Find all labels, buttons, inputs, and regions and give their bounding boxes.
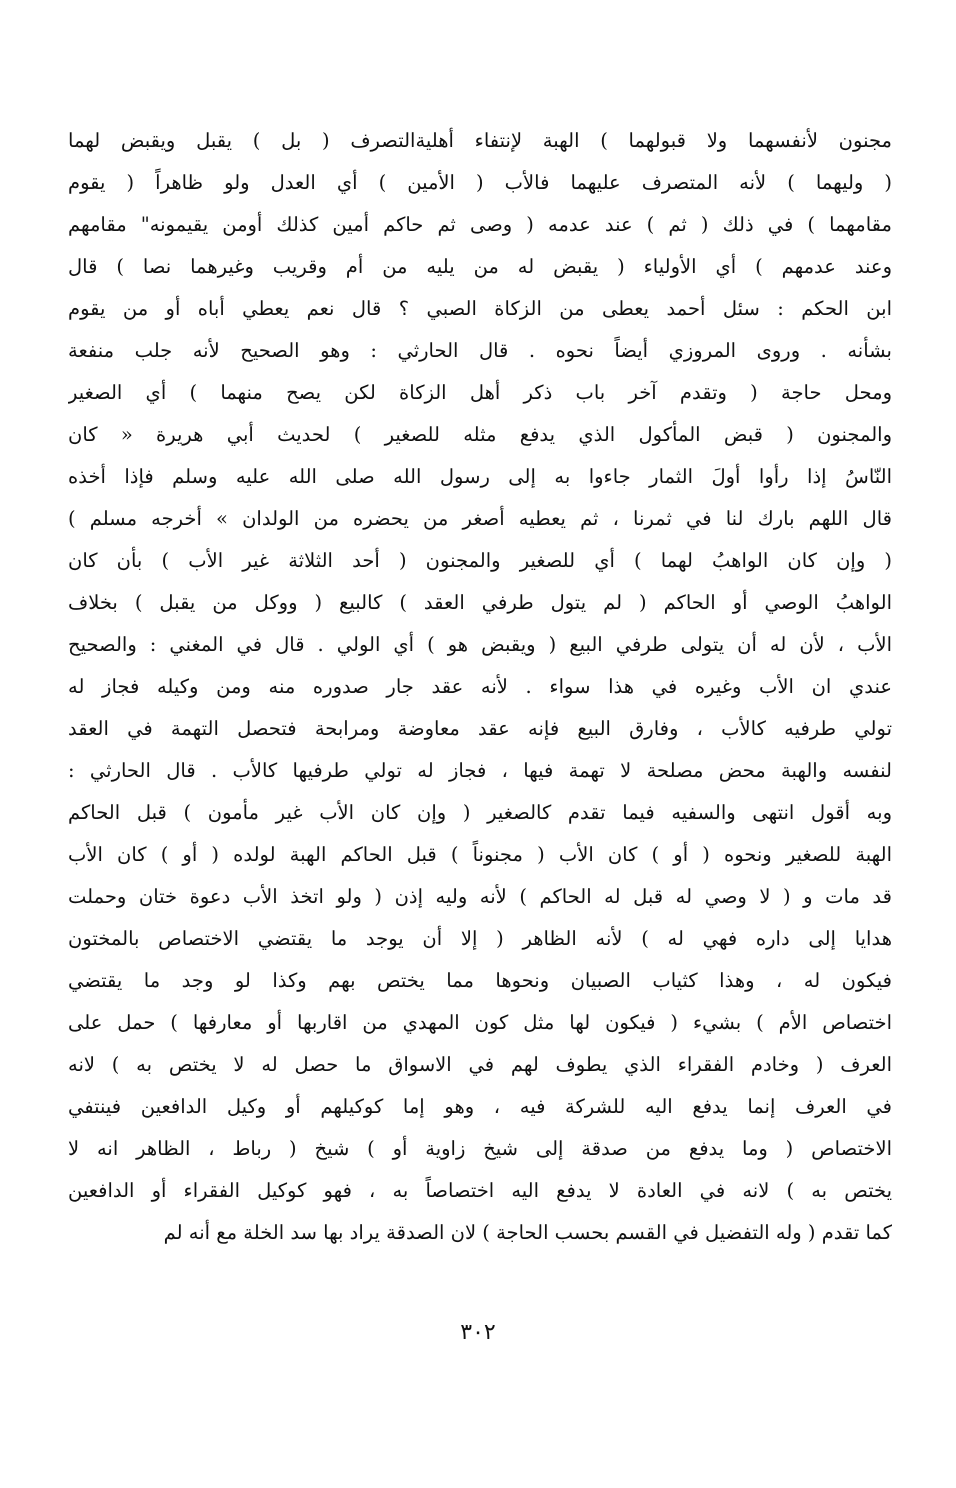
text-line: تولي طرفيه كالأب ، وفارق البيع فإنه عقد معاوضة ومرابحة فتحصل التهمة في العقد — [68, 717, 892, 740]
text-line: كما تقدم ( وله التفضيل في القسم بحسب الحاجة ) لان الصدقة يراد بها سد الخلة مع أنه لم — [163, 1221, 892, 1244]
text-line: النّاسُ إذا رأوا أولَ الثمار جاءوا به إلى رسول الله صلى الله عليه وسلم فإذا أخذه — [68, 465, 892, 488]
text-line: مقامهما ) في ذلك ( ثم ) عند عدمه ( وصى ثم حاكم أمين كذلك أومن يقيمونه" مقامهم — [68, 213, 892, 236]
text-line: وعند عدمهم ) أي الأولياء ( يقبض له من يليه من أم وقريب وغيرهما نصا ) قال — [68, 255, 892, 278]
text-line: ( وإن كان الواهبُ لهما ) أي للصغير والمجنون ( أحد الثلاثة غير الأب ) بأن كان — [68, 549, 892, 572]
page-number: ٣٠٢ — [460, 1320, 496, 1345]
text-line: اختصاص الأم ) بشيء ( فيكون لها مثل كون المهدي من اقاربها أو معارفها ) حمل على — [68, 1011, 892, 1034]
text-line: فيكون له ، وهذا كثياب الصبيان ونحوها مما يختص بهم وكذا لو وجد ما يقتضي — [68, 969, 892, 992]
text-line: الاختصاص ( وما يدفع من صدقة إلى شيخ زاوية أو ) شيخ ( رباط ، الظاهر انه لا — [68, 1137, 892, 1160]
text-line: العرف ( وخادم الفقراء الذي يطوف لهم في الاسواق ما حصل له لا يختص به ) لانه — [68, 1053, 892, 1076]
text-line: ابن الحكم : سئل أحمد يعطى من الزكاة الصبي ؟ قال نعم يعطي أباه أو من يقوم — [68, 297, 892, 320]
text-line: بشأنه . وروى المروزي أيضاً نحوه . قال الحارثي : وهو الصحيح لأنه جلب منفعة — [68, 339, 892, 362]
text-line: في العرف إنما يدفع اليه للشركة فيه ، وهو إما كوكيلهم أو وكيل الدافعين فينتفي — [68, 1095, 892, 1118]
text-line: لنفسه والهبة محض مصلحة لا تهمة فيها ، فجاز له تولي طرفيها كالأب . قال الحارثي : — [68, 759, 892, 782]
text-line: يختص به ) لانه في العادة لا يدفع اليه اختصاصاً به ، فهو كوكيل الفقراء أو الدافعين — [68, 1179, 892, 1202]
body-text — [68, 120, 892, 1254]
text-line: وبه أقول انتهى والسفيه فيما تقدم كالصغير ( وإن كان الأب غير مأمون ) قبل الحاكم — [68, 801, 892, 824]
text-line: الهبة للصغير ونحوه ( أو ) كان الأب ( مجنوناً ) قبل الحاكم الهبة لولده ( أو ) كان الأب — [68, 843, 892, 866]
text-line: عندي ان الأب وغيره في هذا سواء . لأنه عقد جار صدوره منه ومن وكيله فجاز له — [68, 675, 892, 698]
text-line: والمجنون ( قبض المأكول الذي يدفع مثله للصغير ) لحديث أبي هريرة « كان — [68, 423, 892, 446]
text-line: قال اللهم بارك لنا في ثمرنا ، ثم يعطيه أصغر من يحضره من الولدان » أخرجه مسلم ) — [68, 507, 892, 530]
text-line: ومحل حاجة ( وتقدم آخر باب ذكر أهل الزكاة لكن يصح منهما ) أي الصغير — [68, 381, 892, 404]
text-line: الأب ، لأن له أن يتولى طرفي البيع ( ويقبض هو ) أي الولي . قال في المغني : والصحيح — [68, 633, 892, 656]
text-line: ( وليهما ) لأنه المتصرف عليهما فالأب ( الأمين ) أي العدل ولو ظاهراً ( يقوم — [68, 171, 892, 194]
text-line: قد مات و ( لا وصي له قبل له الحاكم ) لأنه وليه إذن ( ولو اتخذ الأب دعوة ختان وحملت — [68, 885, 892, 908]
text-line: هدايا إلى داره فهي له ) لأنه الظاهر ( إلا أن يوجد ما يقتضي الاختصاص بالمختون — [68, 927, 892, 950]
text-line: مجنون لأنفسهما ولا قبولهما ) الهبة لإنتفاء أهليةالتصرف ( بل ) يقبل ويقبض لهما — [68, 129, 892, 152]
text-line: الواهبُ الوصي أو الحاكم ( لم يتول طرفي العقد ) كالبيع ( ووكل من يقبل ) بخلاف — [68, 591, 892, 614]
